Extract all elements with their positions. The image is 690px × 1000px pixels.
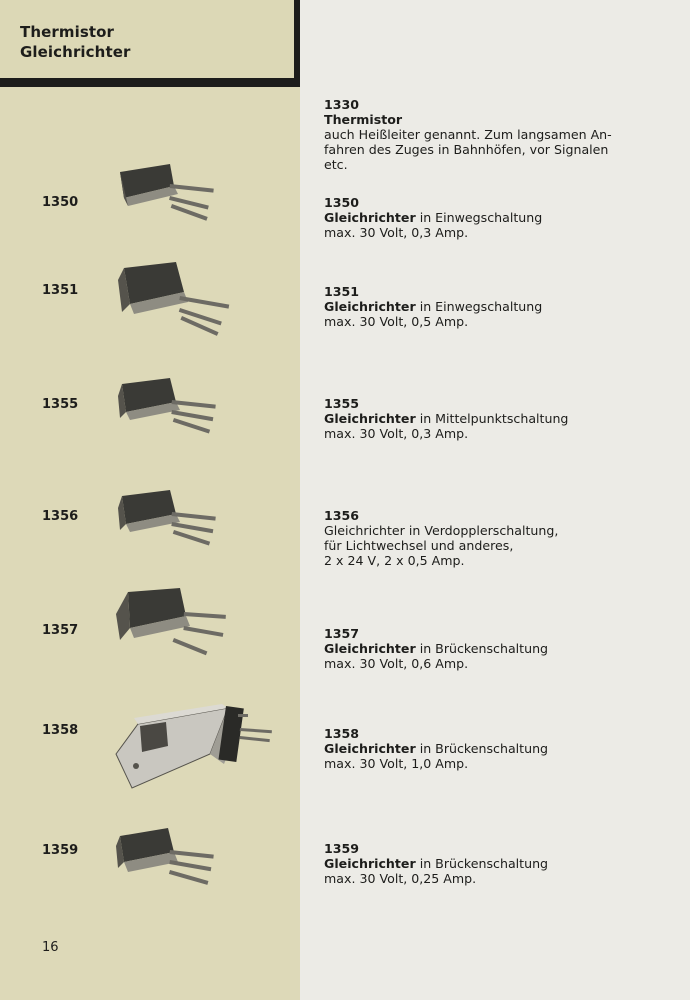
entry-1359 (324, 841, 674, 886)
entry-1355 (324, 396, 674, 441)
product-code-1359: 1359 (42, 843, 79, 858)
entry-code: 1358 (324, 726, 360, 741)
title-rule (0, 78, 300, 87)
entry-code: 1357 (324, 626, 360, 641)
product-code-1356: 1356 (42, 509, 79, 524)
entry-1356 (324, 508, 674, 568)
entry-1358 (324, 726, 674, 771)
rectifier-1351-image (110, 258, 235, 338)
entry-name: Gleichrichter (324, 741, 416, 756)
entry-1357 (324, 626, 674, 671)
product-code-1358: 1358 (42, 723, 79, 738)
entry-name: Gleichrichter (324, 641, 416, 656)
entry-name: Gleichrichter (324, 210, 416, 225)
title-line-1: Thermistor (20, 23, 115, 41)
entry-description: in Einwegschaltung (415, 299, 543, 314)
entry-line: etc. (324, 157, 348, 172)
entry-1351 (324, 284, 674, 329)
entry-line: für Lichtwechsel und anderes, (324, 538, 514, 553)
rectifier-1357-image (110, 584, 232, 660)
entry-rating: max. 30 Volt, 1,0 Amp. (324, 756, 469, 771)
entry-code: 1330 (324, 97, 360, 112)
product-code-1355: 1355 (42, 397, 79, 412)
entry-line: auch Heißleiter genannt. Zum langsamen An- (324, 127, 612, 142)
rectifier-1355-image (112, 372, 222, 438)
entry-rating: max. 30 Volt, 0,3 Amp. (324, 225, 469, 240)
rectifier-1359-image (112, 822, 220, 888)
entry-name: Gleichrichter (324, 856, 416, 871)
entry-description: Gleichrichter in Verdopplerschaltung, (324, 523, 559, 538)
entry-description: in Brückenschaltung (415, 856, 549, 871)
entry-code: 1355 (324, 396, 360, 411)
entry-description: in Brückenschaltung (415, 741, 549, 756)
product-code-1351: 1351 (42, 283, 79, 298)
title-box (0, 0, 300, 78)
entry-code: 1356 (324, 508, 360, 523)
entry-description: in Mittelpunktschaltung (415, 411, 569, 426)
entry-code: 1351 (324, 284, 360, 299)
rectifier-1356-image (112, 484, 222, 550)
entry-description: in Brückenschaltung (415, 641, 549, 656)
rectifier-1350-image (112, 158, 222, 224)
entry-1330 (324, 97, 674, 172)
entry-rating: max. 30 Volt, 0,5 Amp. (324, 314, 469, 329)
rectifier-1358-image (112, 700, 280, 792)
entry-code: 1350 (324, 195, 360, 210)
page-number: 16 (42, 940, 59, 955)
entry-rating: max. 30 Volt, 0,6 Amp. (324, 656, 469, 671)
product-code-1357: 1357 (42, 623, 79, 638)
entry-rating: max. 30 Volt, 0,3 Amp. (324, 426, 469, 441)
entry-name: Gleichrichter (324, 299, 416, 314)
entry-line: fahren des Zuges in Bahnhöfen, vor Signalen (324, 142, 609, 157)
title-line-2: Gleichrichter (20, 43, 131, 61)
product-code-1350: 1350 (42, 195, 79, 210)
entry-name: Thermistor (324, 112, 403, 127)
entry-1350 (324, 195, 674, 240)
entry-rating: max. 30 Volt, 0,25 Amp. (324, 871, 477, 886)
entry-code: 1359 (324, 841, 360, 856)
entry-name: Gleichrichter (324, 411, 416, 426)
entry-rating: 2 x 24 V, 2 x 0,5 Amp. (324, 553, 465, 568)
entry-description: in Einwegschaltung (415, 210, 543, 225)
